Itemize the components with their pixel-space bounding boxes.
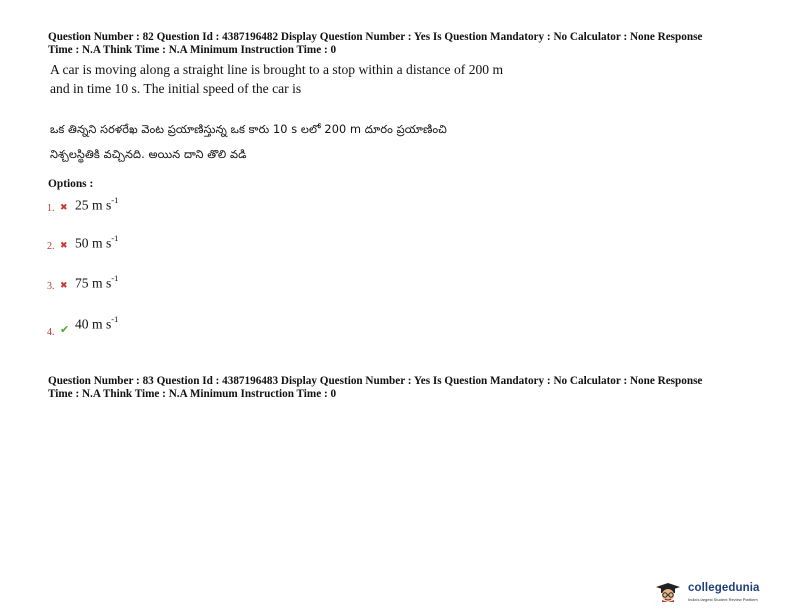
question-82-meta-line2: Time : N.A Think Time : N.A Minimum Instruction Time : 0 xyxy=(48,43,337,56)
unit-exponent: -1 xyxy=(111,233,119,244)
question-82-text-english xyxy=(50,61,590,98)
question-text-line2: and in time 10 s. The initial speed of the car is xyxy=(50,80,302,96)
question-text-line1: A car is moving along a straight line is brought to a stop within a distance of 200 m xyxy=(50,62,504,77)
cross-icon: ✖ xyxy=(60,241,68,251)
option-value: 75 m $s^{-1}$ xyxy=(75,273,119,291)
collegedunia-logo xyxy=(652,578,780,606)
option-value: 50 m $s^{-1}$ xyxy=(75,233,119,251)
cross-icon: ✖ xyxy=(60,203,68,213)
question-82-meta xyxy=(48,31,768,56)
option-number: 3. xyxy=(47,281,55,292)
option-number: 2. xyxy=(47,241,55,252)
question-82-text-telugu xyxy=(50,117,610,167)
graduate-mascot-icon xyxy=(655,582,681,602)
question-82-meta-line1: Question Number : 82 Question Id : 4387196482 Display Question Number : Yes Is Question Mandatory : No Calculator : None Response xyxy=(48,31,703,43)
option-value: 25 m $s^{-1}$ xyxy=(75,195,119,213)
options-label: Options : xyxy=(48,178,94,190)
option-number: 1. xyxy=(47,203,55,214)
telugu-text-line2: నిశ్చలస్థితికి వచ్చినది. అయిన దాని తొలి వడి xyxy=(50,148,247,161)
question-83-meta-line1: Question Number : 83 Question Id : 4387196483 Display Question Number : Yes Is Question Mandatory : No Calculator : None Response xyxy=(48,375,703,387)
option-number: 4. xyxy=(47,327,55,338)
unit-exponent: -1 xyxy=(111,195,119,206)
logo-brand-text: collegedunia xyxy=(688,582,760,594)
option-value: 40 m $s^{-1}$ xyxy=(75,314,119,332)
telugu-text-line1: ఒక తిన్నని సరళరేఖ వెంట ప్రయాణిస్తున్న ఒక కారు 10 s లలో 200 m దూరం ప్రయాణించి xyxy=(50,123,447,136)
unit-exponent: -1 xyxy=(111,273,119,284)
question-83-meta-line2: Time : N.A Think Time : N.A Minimum Instruction Time : 0 xyxy=(48,387,337,400)
cross-icon: ✖ xyxy=(60,281,68,291)
check-icon: ✔ xyxy=(60,323,70,336)
unit-exponent: -1 xyxy=(111,314,119,325)
logo-tagline: India's largest Student Review Platform xyxy=(688,597,758,602)
question-83-meta xyxy=(48,375,768,400)
